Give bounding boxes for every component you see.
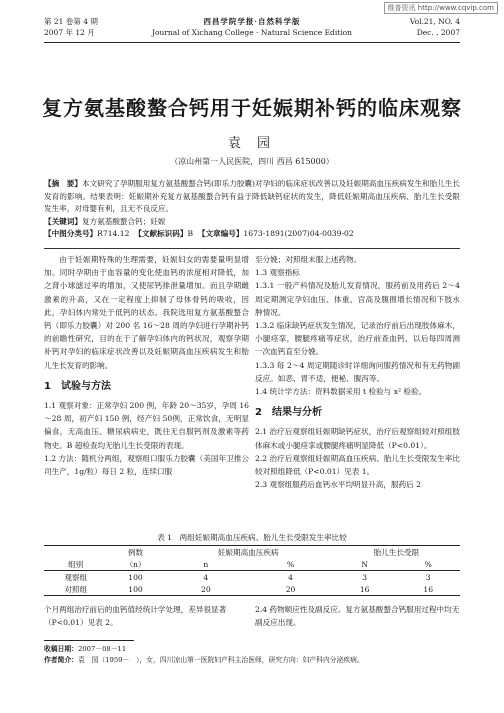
table-cell: 100 — [108, 583, 164, 596]
table-cell: 3 — [425, 572, 431, 582]
running-header — [44, 12, 460, 43]
table-cell: 16 — [396, 583, 460, 596]
issue-cn: 第 21 卷第 4 期 — [44, 17, 98, 26]
table-row — [44, 571, 460, 584]
article-number-value: 1673-1891(2007)04-0039-02 — [243, 229, 354, 238]
table-cell: 16 — [333, 583, 397, 596]
bottom-right-paragraph: 2.4 药物顺应性及副反应。复方氨基酸螯合钙服用过程中均无副反应出现。 — [255, 605, 460, 628]
incidence-table — [44, 545, 460, 596]
table-header-cell: 胎儿生长受限 — [373, 547, 420, 557]
paragraph-1-3: 1.3 观察指标 — [255, 268, 300, 278]
journal-name-cn: 西昌学院学报·自然科学版 — [203, 17, 301, 26]
footnote-divider — [44, 640, 134, 641]
abstract-divider — [44, 248, 460, 249]
keywords-line — [44, 216, 460, 229]
table-row — [44, 583, 460, 596]
issue-en: Vol.21, NO. 4 — [409, 17, 460, 26]
received-label: 收稿日期： — [44, 645, 78, 653]
date-en: Dec. , 2007 — [416, 28, 460, 37]
table-header-cell: % — [396, 558, 460, 571]
journal-name-en: Journal of Xichang College · Natural Science Edition — [151, 28, 352, 37]
keywords-text: 复方氨基酸螯合钙；妊娠 — [81, 216, 166, 226]
abstract-text: 本文研究了孕期服用复方氨基酸螯合钙(即乐力胶囊)对孕妇的临床症状改善以及妊娠期高血压疾病发生和胎儿生长发育的影响。结果表明：妊娠期补充复方氨基酸螯合钙有益于降低缺钙症状的发生，降低妊娠期高血压疾病、胎儿生长受限发生率，对母婴有利，且无不良反应。 — [44, 179, 461, 213]
header-right — [410, 16, 460, 38]
header-center — [44, 16, 460, 38]
classification-line — [44, 228, 460, 241]
author-bio-label: 作者简介： — [44, 656, 78, 664]
date-cn: 2007 年 12 月 — [44, 28, 95, 37]
table-header-cell: N — [333, 558, 397, 571]
table-header-row-2 — [44, 558, 460, 571]
author-bio-text: 袁 园（1959－ ），女，四川凉山第一医院妇产科主治医师，研究方向：妇产科内分泌疾病。 — [77, 656, 364, 664]
table-cell: 对照组 — [44, 583, 108, 596]
paragraph-1-2: 1.2 方法：随机分两组，观察组口服乐力胶囊（美国年卫推公司生产，1g/粒）每日 2 粒，连续口服 — [44, 453, 249, 477]
bottom-left-paragraph: 个月两组治疗前后的血钙值经统计学处理，差异很显著（P<0.01）见表 2。 — [44, 605, 227, 628]
table-cell: 4 — [203, 572, 209, 582]
affiliation: （凉山州第一人民医院，四川 西昌 615000） — [170, 157, 334, 166]
table-header-cell: n — [164, 558, 249, 571]
table-cell: 100 — [128, 572, 143, 582]
footnote-block — [44, 644, 460, 666]
author-bio-line — [44, 655, 460, 666]
keywords-label: 【关键词】 — [44, 216, 82, 226]
table-header-row-1 — [44, 546, 460, 559]
intro-paragraph: 由于妊娠期特殊的生理需要，妊娠妇女的需要量明显增加。同时孕期由于血容量的变化使血钙的浓度相对降低，加之肾小球滤过率的增加，又使尿钙排泄量增加。而且孕期雌激素的升高，又在一定程度上抑制了母体骨钙的吸收，因此，孕妇体内常处于低钙的状态。我院选用复方氨基酸螯合钙（即乐力胶囊）对 200 名 16～28 周的孕妇进行孕期补钙的前瞻性研究，目的在于了解孕妇体内的钙状况，观察孕期补钙对孕妇的临床症状改善以及妊娠期高血压疾病发生和胎儿生长发育的影响。 — [44, 255, 249, 370]
received-line — [44, 644, 460, 655]
watermark: 维普资讯 http://www.cqvip.com — [384, 2, 498, 14]
table-header-cell — [44, 546, 108, 559]
paragraph-1-3-3: 1.3.3 每 2～4 周定期随诊时详细询问服药情况和有无药物副反应。如恶、胃不适，便秘、腹泻等。 — [255, 360, 460, 383]
article-title: 复方氨基酸螯合钙用于妊娠期补钙的临床观察 — [42, 96, 462, 120]
table-cell: 20 — [164, 583, 249, 596]
doc-code-label: 【文献标识码】 — [134, 229, 188, 238]
table-1 — [44, 532, 460, 596]
paragraph-2-3: 2.3 观察组服药后血钙水平均明显升高，服药后 2 — [255, 480, 422, 490]
abstract-paragraph — [44, 178, 460, 216]
table-caption: 表 1 两组妊娠期高血压疾病、胎儿生长受限发生率比较 — [157, 533, 347, 542]
paragraph-1-4: 1.4 统计学方法：资料数据采用 t 检验与 x² 检验。 — [255, 387, 427, 397]
paragraph-2-2: 2.2 治疗后观察组妊娠期高血压疾病、胎儿生长受限发生率比较对照组降低（P<0.01）见表 1。 — [255, 453, 460, 477]
paragraph-1-3-2: 1.3.2 临床缺钙症状发生情况，记录治疗前后出现肢体麻木，小腿痉挛，腰腿疼痛等症状，治疗前查血钙，以后每四周测一次血钙直至分娩。 — [255, 321, 460, 357]
doc-code-value: B — [187, 229, 194, 238]
table-header-cell: 组别 — [44, 558, 108, 571]
right-column — [255, 253, 460, 491]
class-label: 【中图分类号】 — [44, 229, 98, 238]
abstract-label: 【摘 要】 — [44, 179, 82, 188]
article-number-label: 【文章编号】 — [197, 229, 244, 238]
section-heading-2: 2 结果与分析 — [255, 407, 322, 419]
abstract-block — [44, 178, 460, 241]
paragraph-1-3-1: 1.3.1 一般产科情况及胎儿发育情况，服药前及用药后 2～4 周定期测定孕妇血压、体重、宫高及腹围增长情况和下肢水肿情况。 — [255, 281, 460, 317]
table-cell: 观察组 — [64, 572, 88, 582]
class-value: R714.12 — [97, 229, 130, 238]
received-date: 2007－08－11 — [77, 645, 127, 653]
table-header-cell: 妊娠期高血压疾病 — [217, 547, 279, 557]
section-heading-1: 1 试验与方法 — [44, 380, 111, 392]
left-column — [44, 253, 249, 478]
paragraph-1-2-cont: 至分娩；对照组未服上述药物。 — [255, 255, 362, 264]
table-cell: 4 — [288, 572, 293, 582]
paragraph-1-1: 1.1 观察对象：正常孕妇 200 例，年龄 20～35岁，孕周 16～28 周，初产妇 150 例，经产妇 50例，正常饮食，无明显偏食，无高血压、糖尿病病史，既往无自服钙剂及激素等药物史。B 超检查均无胎儿生长受限的表现。 — [44, 401, 249, 450]
table-header-cell: % — [248, 558, 333, 571]
table-cell: 20 — [248, 583, 333, 596]
table-header-cell: （n） — [108, 558, 164, 571]
table-cell: 3 — [362, 572, 368, 582]
paragraph-2-1: 2.1 治疗后观察组妊娠期缺钙症状，治疗后观察组较对照组肢体麻木或小腿痉挛或腰腿疼痛明显降低（P<0.01）。 — [255, 427, 460, 450]
table-header-cell: 例数 — [127, 547, 144, 557]
author-name: 袁 园 — [227, 136, 277, 151]
